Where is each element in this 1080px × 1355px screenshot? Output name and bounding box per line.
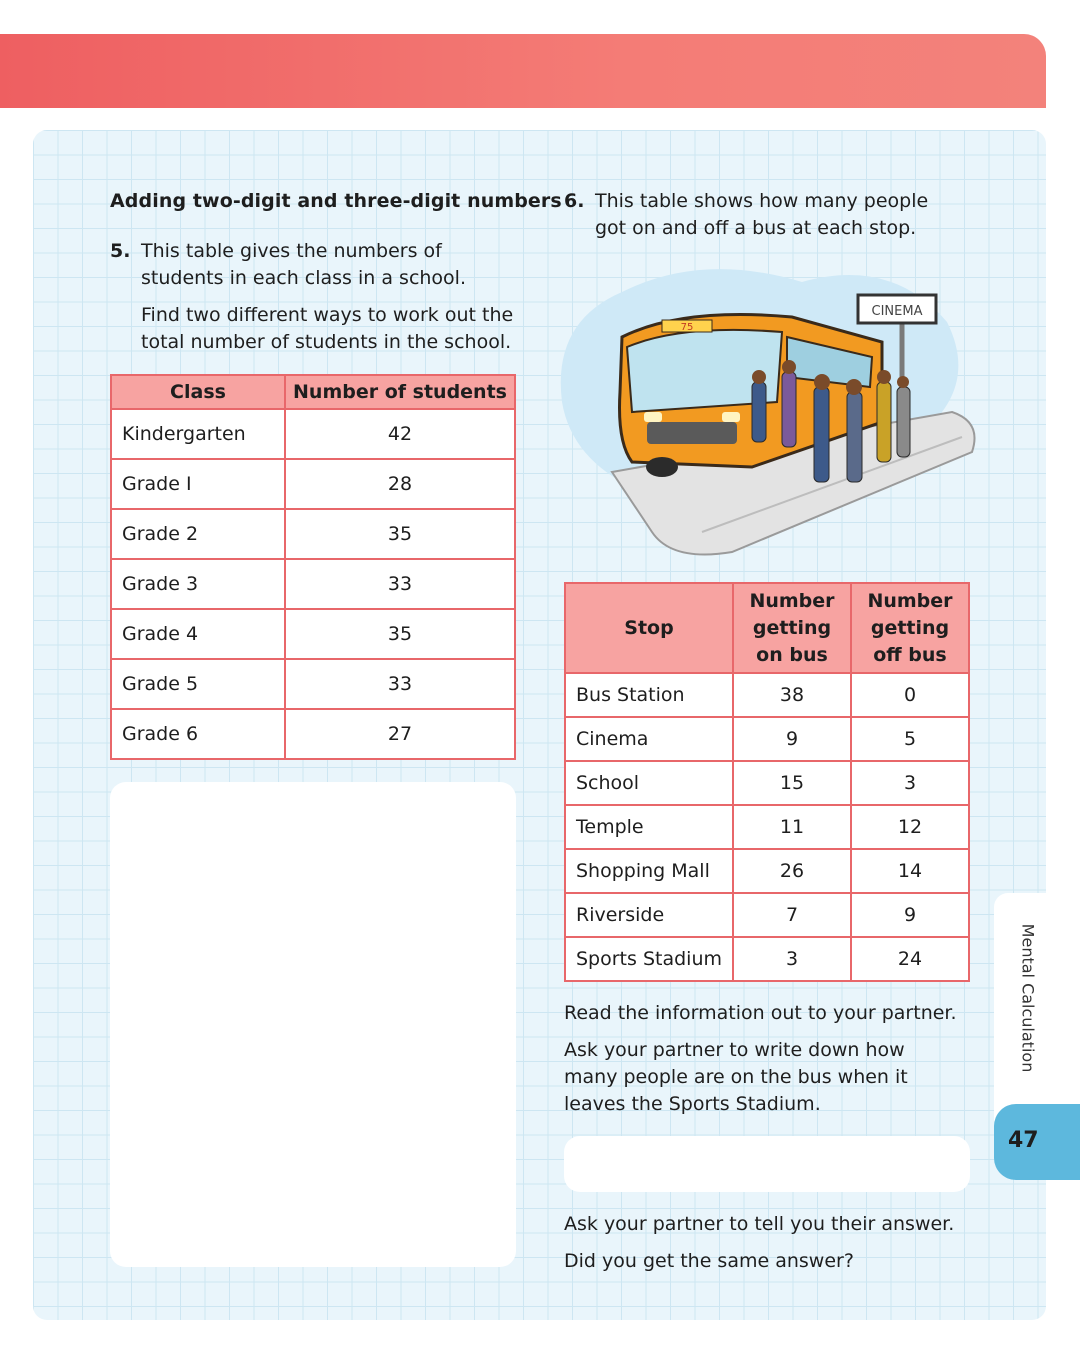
table-row [565, 893, 969, 937]
getting-on-cell: 26 [733, 849, 851, 893]
question-6-text-line1: This table shows how many people [595, 190, 929, 212]
question-5-text-line1: This table gives the numbers of [141, 240, 442, 262]
question-5-number: 5. [110, 240, 131, 262]
table-row [565, 849, 969, 893]
bus-passengers-table [564, 582, 970, 982]
bus-number-text: 75 [680, 322, 694, 333]
student-count-cell: 28 [285, 459, 515, 509]
stop-name-cell: Temple [565, 805, 733, 849]
instruction-write-down-line2: many people are on the bus when it [564, 1066, 908, 1088]
stop-name-cell: Cinema [565, 717, 733, 761]
question-6-number: 6. [564, 190, 585, 212]
top-banner [0, 34, 1046, 108]
table-row [111, 659, 515, 709]
class-name-cell: Grade 4 [111, 609, 285, 659]
table-row [111, 709, 515, 759]
cinema-sign-text: CINEMA [871, 304, 923, 319]
class-name-cell: Grade 6 [111, 709, 285, 759]
table-row [111, 459, 515, 509]
getting-on-cell: 38 [733, 673, 851, 717]
student-count-cell: 33 [285, 559, 515, 609]
question-6-answer-box[interactable] [564, 1136, 970, 1192]
page-number: 47 [1008, 1128, 1039, 1153]
table-row [111, 609, 515, 659]
student-count-cell: 33 [285, 659, 515, 709]
column-header-getting-on: Number getting on bus [733, 583, 851, 673]
getting-on-cell: 7 [733, 893, 851, 937]
getting-off-cell: 14 [851, 849, 969, 893]
stop-name-cell: Bus Station [565, 673, 733, 717]
student-count-cell: 35 [285, 609, 515, 659]
column-header-stop: Stop [565, 583, 733, 673]
getting-off-cell: 5 [851, 717, 969, 761]
question-5-answer-area[interactable] [110, 782, 516, 1267]
class-name-cell: Grade 3 [111, 559, 285, 609]
class-name-cell: Grade 2 [111, 509, 285, 559]
class-name-cell: Grade I [111, 459, 285, 509]
question-6-text-line2: got on and off a bus at each stop. [595, 217, 917, 239]
getting-off-cell: 12 [851, 805, 969, 849]
getting-on-cell: 15 [733, 761, 851, 805]
section-heading: Adding two-digit and three-digit numbers [110, 190, 562, 212]
instruction-read-information: Read the information out to your partner. [564, 1002, 957, 1024]
getting-off-cell: 24 [851, 937, 969, 981]
column-header-getting-off: Number getting off bus [851, 583, 969, 673]
table-row [565, 937, 969, 981]
class-name-cell: Grade 5 [111, 659, 285, 709]
getting-off-cell: 9 [851, 893, 969, 937]
students-per-class-table [110, 374, 516, 760]
table-row [565, 717, 969, 761]
student-count-cell: 27 [285, 709, 515, 759]
column-header-number-of-students: Number of students [285, 375, 515, 409]
stop-name-cell: Sports Stadium [565, 937, 733, 981]
class-name-cell: Kindergarten [111, 409, 285, 459]
getting-off-cell: 0 [851, 673, 969, 717]
bus-stop-illustration [552, 262, 984, 562]
table-row [111, 409, 515, 459]
table-row [111, 559, 515, 609]
getting-on-cell: 3 [733, 937, 851, 981]
instruction-tell-answer: Ask your partner to tell you their answer. [564, 1213, 955, 1235]
question-5-text-line2: students in each class in a school. [141, 267, 466, 289]
getting-on-cell: 11 [733, 805, 851, 849]
getting-on-cell: 9 [733, 717, 851, 761]
question-5-text-line3: Find two different ways to work out the [141, 304, 514, 326]
student-count-cell: 42 [285, 409, 515, 459]
instruction-write-down-line3: leaves the Sports Stadium. [564, 1093, 821, 1115]
stop-name-cell: Riverside [565, 893, 733, 937]
table-row [565, 673, 969, 717]
question-5-text-line4: total number of students in the school. [141, 331, 512, 353]
table-row [565, 805, 969, 849]
table-row [565, 761, 969, 805]
column-header-class: Class [111, 375, 285, 409]
table-row [111, 509, 515, 559]
instruction-compare-answer: Did you get the same answer? [564, 1250, 854, 1272]
stop-name-cell: School [565, 761, 733, 805]
instruction-write-down-line1: Ask your partner to write down how [564, 1039, 905, 1061]
getting-off-cell: 3 [851, 761, 969, 805]
chapter-label: Mental Calculation [1018, 923, 1038, 1073]
student-count-cell: 35 [285, 509, 515, 559]
stop-name-cell: Shopping Mall [565, 849, 733, 893]
